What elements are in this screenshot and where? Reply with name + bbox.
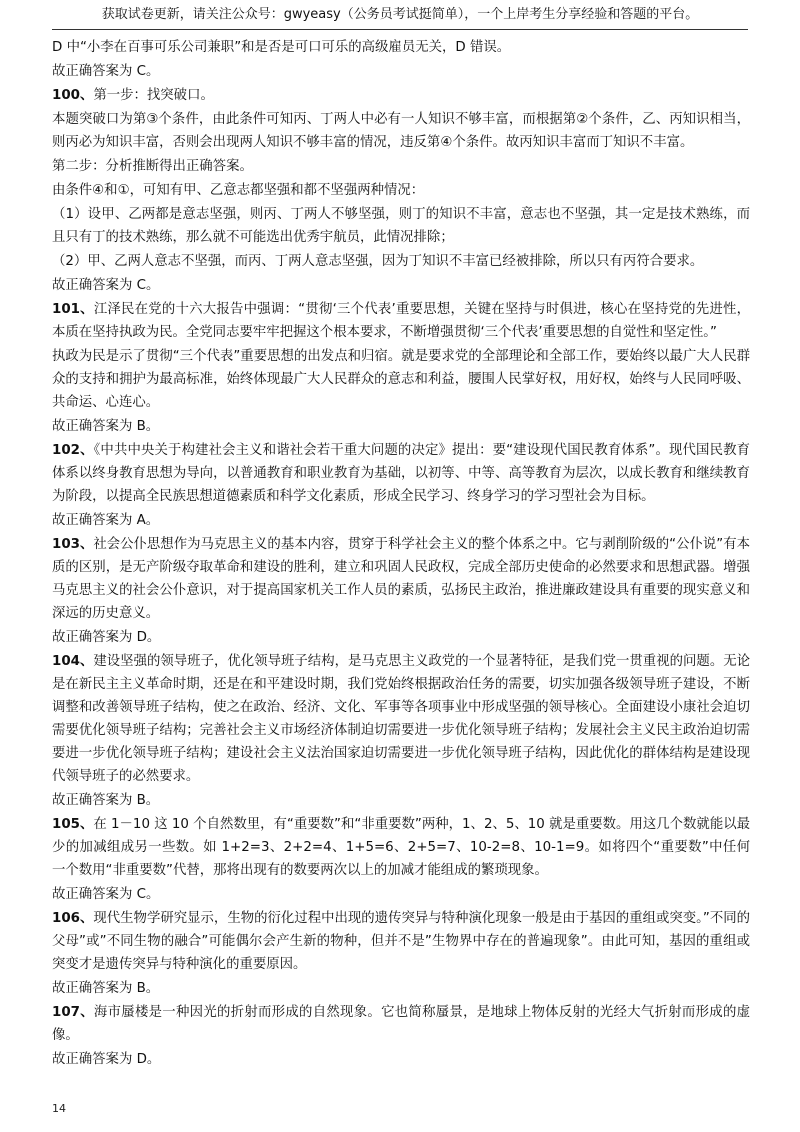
page-header	[0, 0, 800, 30]
question-103	[52, 533, 750, 625]
question-text: 在 1－10 这 10 个自然数里，有“重要数”和“非重要数”两种，1、2、5、10 就是重要数。用这几个数就能以最少的加减组成另一些数。如 1+2=3、2+2=4、1+5=6、2+5=7、10-2=8、10-1=9。如将四个“重要数”中任何一个数用“非重要数”代替，那将出现有的数要两次以上的加减才能组成的繁琐现象。	[52, 817, 750, 878]
answer-line: 故正确答案为 B。	[52, 793, 160, 808]
question-text: 江泽民在党的十六大报告中强调：“贯彻‘三个代表’重要思想，关键在坚持与时俱进，核心在坚持党的先进性，本质在坚持执政为民。全党同志要牢牢把握这个根本要求，不断增强贯彻‘三个代表’重要思想的自觉性和坚定性。”	[52, 302, 750, 340]
question-107	[52, 1001, 750, 1047]
question-number: 104、	[52, 654, 94, 669]
question-104	[52, 650, 750, 788]
answer-line: 故正确答案为 D。	[52, 1052, 161, 1067]
question-101	[52, 298, 750, 344]
question-number: 106、	[52, 911, 94, 926]
answer-line: 故正确答案为 B。	[52, 981, 160, 996]
answer-line: 故正确答案为 A。	[52, 513, 160, 528]
answer-line: 故正确答案为 D。	[52, 630, 161, 645]
question-100	[52, 84, 750, 107]
answer-line: 故正确答案为 B。	[52, 419, 160, 434]
question-text: 第一步：找突破口。	[93, 88, 214, 103]
question-number: 103、	[52, 537, 94, 552]
document-body	[52, 36, 750, 1072]
question-102	[52, 439, 750, 508]
answer-line: 故正确答案为 C。	[52, 887, 160, 902]
question-text: 建设坚强的领导班子，优化领导班子结构，是马克思主义政党的一个显著特征，是我们党一贯重视的问题。无论是在新民主主义革命时期，还是在和平建设时期，我们党始终根据政治任务的需要，切实加强各级领导班子建设，不断调整和改善领导班子结构，使之在政治、经济、文化、军事等各项事业中形成坚强的领导核心。全面建设小康社会迫切需要优化领导班子结构；完善社会主义市场经济体制迫切需要进一步优化领导班子结构；发展社会主义民主政治迫切需要进一步优化领导班子结构；建设社会主义法治国家迫切需要进一步优化领导班子结构，因此优化的群体结构是建设现代领导班子的必然要求。	[52, 654, 751, 784]
question-number: 102、	[52, 443, 94, 458]
header-rule	[52, 29, 748, 30]
paragraph: 第二步：分析推断得出正确答案。	[52, 159, 253, 174]
answer-line: 故正确答案为 C。	[52, 278, 160, 293]
paragraph: 本题突破口为第③个条件，由此条件可知丙、丁两人中必有一人知识不够丰富，而根据第②个条件，乙、丙知识相当，则丙必为知识丰富，否则会出现两人知识不够丰富的情况，违反第④个条件。故丙知识丰富而丁知识不丰富。	[52, 112, 750, 150]
question-number: 100、	[52, 88, 94, 103]
question-text: 社会公仆思想作为马克思主义的基本内容，贯穿于科学社会主义的整个体系之中。它与剥削阶级的“公仆说”有本质的区别，是无产阶级夺取革命和建设的胜利，建立和巩固人民政权，完成全部历史使命的必然要求和思想武器。增强马克思主义的社会公仆意识，对于提高国家机关工作人员的素质，弘扬民主政治，推进廉政建设具有重要的现实意义和深远的历史意义。	[52, 537, 750, 621]
question-text: 海市蜃楼是一种因光的折射而形成的自然现象。它也简称蜃景，是地球上物体反射的光经大气折射而形成的虚像。	[52, 1005, 751, 1043]
question-106	[52, 907, 750, 976]
question-number: 101、	[52, 302, 94, 317]
header-text: 获取试卷更新，请关注公众号：gwyeasy（公务员考试挺简单），一个上岸考生分享经验和答题的平台。	[101, 7, 699, 22]
question-text: 现代生物学研究显示，生物的衍化过程中出现的遗传突异与特种演化现象一般是由于基因的重组或突变。”不同的父母”或”不同生物的融合”可能偶尔会产生新的物种，但并不是”生物界中存在的普遍现象”。由此可知，基因的重组或突变才是遗传突异与特种演化的重要原因。	[52, 911, 751, 972]
question-text: 《中共中央关于构建社会主义和谐社会若干重大问题的决定》提出：要“建设现代国民教育体系”。现代国民教育体系以终身教育思想为导向，以普通教育和职业教育为基础，以初等、中等、高等教育为层次，以成长教育和继续教育为阶段，以提高全民族思想道德素质和科学文化素质，形成全民学习、终身学习的学习型社会为目标。	[52, 443, 751, 504]
paragraph: D 中“小李在百事可乐公司兼职”和是否是可口可乐的高级雇员无关，D 错误。	[52, 40, 511, 55]
paragraph: （1）设甲、乙两都是意志坚强，则丙、丁两人不够坚强，则丁的知识不丰富，意志也不坚强，其一定是技术熟练，而且只有丁的技术熟练，那么就不可能选出优秀宇航员，此情况排除；	[52, 207, 750, 245]
question-number: 105、	[52, 817, 94, 832]
question-number: 107、	[52, 1005, 94, 1020]
answer-line: 故正确答案为 C。	[52, 64, 160, 79]
paragraph: 由条件④和①，可知有甲、乙意志都坚强和都不坚强两种情况：	[52, 183, 425, 198]
page-number: 14	[52, 1102, 66, 1115]
question-105	[52, 813, 750, 882]
paragraph: 执政为民是示了贯彻“三个代表”重要思想的出发点和归宿。就是要求党的全部理论和全部工作，要始终以最广大人民群众的支持和拥护为最高标准，始终体现最广大人民群众的意志和利益，腰围人民掌好权，用好权，始终与人民同呼吸、共命运、心连心。	[52, 349, 750, 410]
paragraph: （2）甲、乙两人意志不坚强，而丙、丁两人意志坚强，因为丁知识不丰富已经被排除，所以只有丙符合要求。	[52, 254, 704, 269]
